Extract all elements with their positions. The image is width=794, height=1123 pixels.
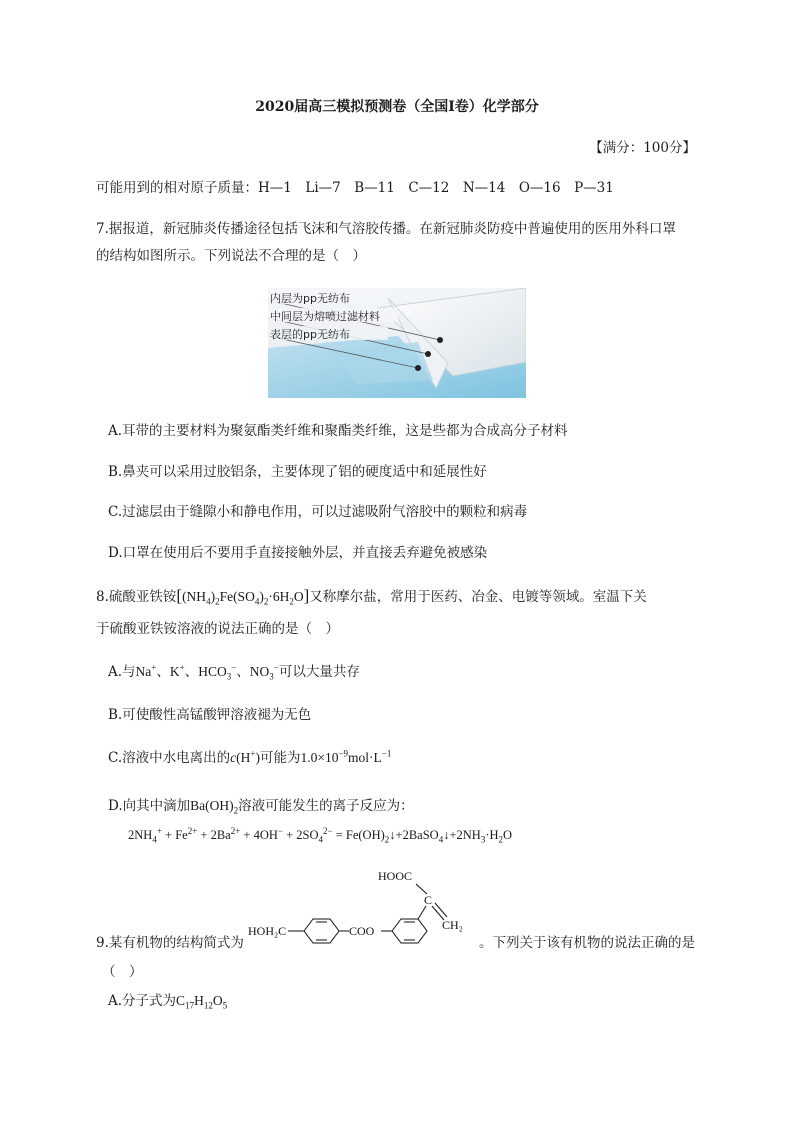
q8-c-h-formula: c(H+)	[230, 748, 260, 765]
organic-structure-diagram	[246, 862, 476, 958]
struct-c: C	[424, 893, 433, 907]
q9-stem-line2: （ ）	[102, 964, 143, 980]
baoh2-formula: $Ba(OH)_2$	[190, 798, 239, 816]
q8-option-c-prefix: C.溶液中水电离出的	[108, 750, 231, 766]
q8-ions-formula: Na+、K+、$HCO_3^-$、$NO_3^-$	[135, 662, 279, 682]
q8-option-c	[108, 746, 391, 766]
mask-label-middle: 中间层为熔喷过滤材料	[270, 310, 380, 323]
q9-option-a	[108, 989, 227, 1011]
struct-ch2: CH₂	[442, 918, 463, 932]
q7-option-d: D.口罩在使用后不要用手直接接触外层，并直接丢弃避免被感染	[108, 545, 488, 561]
q9-stem-prefix: 9.某有机物的结构简式为	[96, 935, 244, 951]
q8-option-d-prefix: D.向其中滴加	[108, 798, 191, 814]
q8-concentration-value: $1.0\times 10^{-9}mol\cdot L^{-1}$	[300, 748, 392, 765]
q8-option-d	[108, 794, 414, 816]
struct-hoh2c: HOH₂C	[248, 924, 287, 938]
mohr-salt-bracket: ]	[303, 586, 310, 605]
mohr-salt-formula-body: $(NH_4)_2Fe(SO_4)_2\cdot 6H_2O$	[182, 589, 304, 607]
atomic-masses: 可能用到的相对原子质量：H—1 Li—7 B—11 C—12 N—14 O—16 P—31	[96, 180, 614, 196]
struct-hooc: HOOC	[378, 869, 413, 883]
mohr-salt-formula: [	[176, 586, 183, 605]
q8-option-c-mid: 可能为	[259, 750, 301, 766]
q7-option-a: A.耳带的主要材料为聚氨酯类纤维和聚酯类纤维，这是些都为合成高分子材料	[108, 423, 568, 439]
q7-stem-line1: 7.据报道，新冠肺炎传播途径包括飞沫和气溶胶传播。在新冠肺炎防疫中普遍使用的医用外科口罩	[96, 221, 676, 237]
page-title: 2020届高三模拟预测卷（全国Ⅰ卷）化学部分	[255, 99, 539, 115]
q8-option-a	[108, 660, 360, 682]
mask-label-inner: 内层为pp无纺布	[270, 292, 350, 305]
struct-coo: COO	[349, 924, 375, 938]
q8-option-d-suffix: 溶液可能发生的离子反应为：	[238, 798, 414, 814]
ionic-equation: $2NH_4^+ + Fe^{2+} + 2Ba^{2+} + 4OH^- + 2SO_4^{2-}$ = $Fe(OH)_2↓+2BaSO_4↓+2NH_3\cdot H_2O$	[128, 826, 513, 845]
q7-option-b: B.鼻夹可以采用过胶铝条，主要体现了铝的硬度适中和延展性好	[108, 464, 487, 480]
mask-structure-figure	[268, 288, 526, 398]
q7-option-c: C.过滤层由于缝隙小和静电作用，可以过滤吸附气溶胶中的颗粒和病毒	[108, 504, 528, 520]
q9-option-a-prefix: A.分子式为	[108, 993, 177, 1009]
q8-stem-prefix: 8.硫酸亚铁铵	[96, 589, 177, 605]
q8-stem-suffix: 又称摩尔盐，常用于医药、冶金、电镀等领域。室温下关	[309, 589, 647, 605]
full-score-label: 【满分：100分】	[589, 140, 696, 156]
molecular-formula: $C_{17}H_{12}O_5$	[176, 993, 228, 1011]
q7-stem-line2: 的结构如图所示。下列说法不合理的是（ ）	[96, 248, 366, 264]
q8-option-a-suffix: 可以大量共存	[278, 664, 360, 680]
q8-option-a-prefix: A.与	[108, 664, 136, 680]
mask-label-outer: 表层的pp无纺布	[270, 328, 350, 341]
q8-stem-line1	[96, 585, 647, 607]
q8-option-b: B.可使酸性高锰酸钾溶液褪为无色	[108, 707, 312, 723]
q9-stem-suffix: 。下列关于该有机物的说法正确的是	[479, 935, 695, 951]
q8-stem-line2: 于硫酸亚铁铵溶液的说法正确的是（ ）	[96, 621, 339, 637]
